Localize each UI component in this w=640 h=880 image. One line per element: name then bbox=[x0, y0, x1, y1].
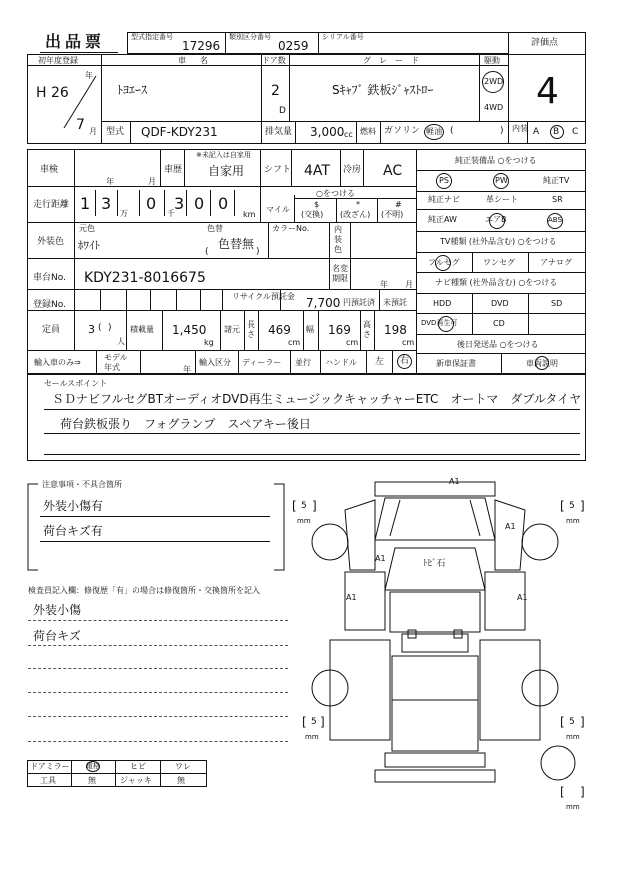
car-name-label: 車名 bbox=[178, 56, 222, 65]
load-label: 積載量 bbox=[130, 325, 154, 334]
class-no-label: 類別区分番号 bbox=[229, 33, 271, 41]
mileage-km: km bbox=[243, 210, 256, 219]
height-cm: cm bbox=[402, 338, 415, 347]
cab-rear bbox=[402, 634, 468, 652]
color-label: 外装色 bbox=[37, 237, 65, 247]
shift-label: シフト bbox=[264, 165, 292, 175]
length-cm: cm bbox=[288, 338, 301, 347]
type-no-label: 型式指定番号 bbox=[131, 33, 173, 41]
type-no-value: 17296 bbox=[182, 39, 221, 53]
reg-no-label: 登録No. bbox=[33, 300, 66, 310]
notes-line-2: 荷台キズ有 bbox=[43, 524, 103, 538]
windshield bbox=[385, 548, 485, 590]
front-left-fender bbox=[345, 500, 375, 570]
bed-floor bbox=[392, 656, 478, 751]
later-items-title: 後日発送品 ○をつける bbox=[457, 340, 539, 349]
mileage-digit-3: 0 bbox=[146, 194, 157, 213]
tire-spare bbox=[541, 746, 575, 780]
history-label: 車歴 bbox=[164, 165, 183, 175]
tire-rl-mm: mm bbox=[305, 733, 319, 741]
recycle-value: 7,700 bbox=[306, 296, 341, 310]
import-label: 輸入車のみ⇒ bbox=[34, 358, 81, 367]
equip-abs: ABS bbox=[548, 216, 562, 224]
mirror-label: ドアミラー bbox=[30, 762, 70, 771]
rear-bumper bbox=[375, 770, 495, 782]
load-value: 1,450 bbox=[172, 323, 207, 337]
mirror-value: 電格 bbox=[86, 762, 100, 770]
first-reg-label: 初年度登録 bbox=[38, 56, 78, 65]
height-label: 高さ bbox=[363, 320, 371, 339]
crack-label: ワレ bbox=[175, 762, 191, 771]
name-change-month-unit: 月 bbox=[405, 280, 413, 289]
tire-fl-mm: mm bbox=[297, 517, 311, 525]
chassis-label: 車台No. bbox=[33, 273, 66, 283]
import-parallel: 並行 bbox=[295, 358, 311, 367]
unknown-mark: # bbox=[395, 200, 402, 209]
damage-right-side: A1 bbox=[517, 593, 528, 602]
exchange-label: (交換) bbox=[301, 210, 324, 219]
equip-genuine-navi: 純正ナビ bbox=[428, 195, 460, 204]
vehicle-damage-diagram bbox=[290, 470, 590, 815]
history-value: 自家用 bbox=[208, 164, 245, 178]
fuel-gasoline: ガソリン bbox=[384, 126, 421, 136]
capacity-unit: 人 bbox=[117, 337, 125, 346]
tire-fl-depth: 5 bbox=[301, 501, 307, 511]
year-unit: 年 bbox=[85, 71, 93, 80]
model-year-unit: 年 bbox=[183, 365, 191, 374]
length-value: 469 bbox=[268, 323, 291, 337]
month-unit: 月 bbox=[89, 127, 97, 136]
tire-rr-bracket: [ bbox=[560, 715, 565, 729]
equip-airbag: エアB bbox=[485, 215, 507, 224]
mileage-man: 万 bbox=[120, 209, 128, 218]
equip-genuine-tv: 純正TV bbox=[543, 176, 570, 185]
inspection-month-unit: 月 bbox=[148, 177, 156, 186]
tools-label: 工具 bbox=[40, 776, 56, 785]
chassis-value: KDY231-8016675 bbox=[84, 270, 206, 286]
roof bbox=[390, 592, 480, 632]
tire-fl-bracket-close: ] bbox=[312, 499, 317, 513]
damage-front-bumper: A1 bbox=[449, 477, 460, 486]
mileage-digit-6: 0 bbox=[218, 194, 229, 213]
damage-windshield: ﾄﾋﾞ石 bbox=[423, 559, 446, 569]
color-paren-close: ) bbox=[256, 247, 260, 257]
capacity-paren-close: ) bbox=[108, 323, 112, 333]
width-label: 幅 bbox=[306, 325, 314, 334]
sales-point-label: セールスポイント bbox=[44, 379, 108, 388]
handle-right: 右 bbox=[400, 356, 410, 366]
name-change-year-unit: 年 bbox=[380, 280, 388, 289]
front-bumper bbox=[375, 482, 495, 496]
interior-color-label: 内装色 bbox=[334, 225, 342, 254]
tire-fr-bracket-close: ] bbox=[580, 499, 585, 513]
tire-rl-depth: 5 bbox=[311, 717, 317, 727]
cooler-value: AC bbox=[383, 163, 403, 179]
equip-sr: SR bbox=[552, 195, 563, 204]
door-suffix: D bbox=[279, 106, 286, 116]
mileage-digit-4: 3 bbox=[174, 194, 185, 213]
handle-left: 左 bbox=[375, 357, 385, 367]
interior-c: C bbox=[572, 127, 579, 137]
tire-front-left bbox=[312, 524, 348, 560]
tire-spare-bracket-close: ] bbox=[580, 785, 585, 799]
later-manual: 車両説明 bbox=[526, 359, 558, 368]
model-value: QDF-KDY231 bbox=[141, 125, 218, 139]
fuel-diesel: 軽油 bbox=[426, 127, 442, 136]
tire-fl-bracket: [ bbox=[292, 499, 297, 513]
model-year-label: モデル年式 bbox=[104, 353, 128, 372]
color-change-value: 色替無 bbox=[218, 237, 255, 251]
serial-label: シリアル番号 bbox=[322, 33, 364, 41]
drive-label: 駆動 bbox=[484, 56, 500, 65]
sales-point-line-2: 荷台鉄板張り フォグランプ スペアキー後日 bbox=[60, 417, 311, 431]
notes-line-1: 外装小傷有 bbox=[43, 499, 104, 513]
tire-front-right bbox=[522, 524, 558, 560]
orig-color-value: ﾎﾜｲﾄ bbox=[78, 239, 100, 252]
equip-genuine-aw: 純正AW bbox=[428, 215, 457, 224]
name-change-label: 名変期限 bbox=[332, 264, 348, 283]
navi-dvd-play: DVD再生可 bbox=[421, 319, 458, 327]
class-no-value: 0259 bbox=[278, 39, 309, 53]
fuel-other-open: ( bbox=[450, 126, 454, 136]
interior-a: A bbox=[533, 127, 540, 137]
capacity-label: 定員 bbox=[42, 325, 61, 335]
fuel-other-close: ) bbox=[500, 126, 504, 136]
front-right-fender bbox=[495, 500, 525, 570]
not-deposited: 未預託 bbox=[383, 298, 407, 307]
tire-spare-mm: mm bbox=[566, 803, 580, 811]
tv-oneseg: ワンセグ bbox=[483, 258, 515, 267]
grade-label: グレード bbox=[363, 56, 427, 65]
color-change-label: 色替 bbox=[207, 224, 223, 233]
modified-mark: * bbox=[356, 200, 360, 209]
notes-title: 注意事項・不具合箇所 bbox=[42, 480, 122, 489]
tv-type-title: TV種類 (社外品含む) ○をつける bbox=[440, 237, 557, 246]
shift-value: 4AT bbox=[304, 163, 330, 179]
mileage-mark-note: ○をつける bbox=[316, 189, 355, 198]
capacity-value: 3 bbox=[88, 323, 95, 336]
first-reg-year: H 26 bbox=[36, 85, 69, 101]
tire-fr-bracket: [ bbox=[560, 499, 565, 513]
left-bed-side bbox=[330, 640, 390, 740]
mileage-digit-2: 3 bbox=[101, 194, 112, 213]
recycle-status: 円預託済 bbox=[343, 298, 375, 307]
damage-right-front: A1 bbox=[505, 522, 516, 531]
load-kg: kg bbox=[204, 338, 214, 347]
tools-value: 無 bbox=[88, 776, 96, 785]
handle-label: ハンドル bbox=[325, 358, 357, 367]
import-dealer: ディーラー bbox=[242, 358, 282, 367]
inspector-title: 検査員記入欄：修復歴「有」の場合は修復箇所・交換箇所を記入 bbox=[28, 586, 260, 595]
history-note: ※未記入は自家用 bbox=[196, 151, 251, 159]
tire-rr-bracket-close: ] bbox=[580, 715, 585, 729]
grade-value: Sｷｬﾌﾞ 鉄板ｼﾞｬｽﾄﾛｰ bbox=[332, 83, 434, 97]
exchange-mark: $ bbox=[314, 200, 320, 209]
orig-color-label: 元色 bbox=[79, 224, 95, 233]
width-cm: cm bbox=[346, 338, 359, 347]
tv-analog: アナログ bbox=[540, 258, 572, 267]
modified-label: (改ざん) bbox=[340, 210, 371, 219]
equip-pw: PW bbox=[495, 176, 508, 185]
import-type-label: 輸入区分 bbox=[199, 358, 231, 367]
color-no-label: カラーNo. bbox=[272, 224, 310, 233]
genuine-equipment-title: 純正装備品 ○をつける bbox=[455, 156, 537, 165]
navi-type-title: ナビ種類 (社外品含む) ○をつける bbox=[435, 278, 558, 287]
tire-spare-bracket: [ bbox=[560, 785, 565, 799]
displacement-value: 3,000 bbox=[310, 125, 345, 139]
model-label: 型式 bbox=[106, 127, 125, 137]
inspection-label: 車検 bbox=[40, 165, 59, 175]
mileage-label: 走行距離 bbox=[33, 200, 70, 210]
tire-rr-mm: mm bbox=[566, 733, 580, 741]
mileage-digit-5: 0 bbox=[194, 194, 205, 213]
later-warranty: 新車保証書 bbox=[436, 359, 476, 368]
page-title: 出品票 bbox=[45, 32, 106, 51]
inspector-line-2: 荷台キズ bbox=[33, 629, 81, 643]
navi-dvd: DVD bbox=[491, 299, 509, 308]
mileage-sen: 千 bbox=[167, 209, 175, 218]
score-value: 4 bbox=[536, 71, 559, 112]
body-spec-label: 諸元 bbox=[224, 325, 240, 334]
jack-label: ジャッキ bbox=[120, 776, 152, 785]
tire-rl-bracket: [ bbox=[302, 715, 307, 729]
first-reg-month: 7 bbox=[76, 117, 85, 133]
color-paren-open: ( bbox=[205, 247, 209, 257]
tv-fullseg: フルセグ bbox=[428, 258, 460, 267]
damage-left-side: A1 bbox=[346, 593, 357, 602]
scratch-label: ヒビ bbox=[130, 762, 146, 771]
width-value: 169 bbox=[328, 323, 351, 337]
cooler-label: 冷房 bbox=[343, 165, 362, 175]
mileage-digit-1: 1 bbox=[80, 194, 91, 213]
doors-label: ドア数 bbox=[262, 56, 286, 65]
displacement-label: 排気量 bbox=[265, 127, 293, 137]
tire-rr-depth: 5 bbox=[569, 717, 575, 727]
score-label: 評価点 bbox=[531, 38, 559, 48]
mile-label: マイル bbox=[266, 205, 290, 214]
height-value: 198 bbox=[384, 323, 407, 337]
tire-fr-mm: mm bbox=[566, 517, 580, 525]
tire-fr-depth: 5 bbox=[569, 501, 575, 511]
tire-rl-bracket-close: ] bbox=[320, 715, 325, 729]
capacity-paren-open: ( bbox=[98, 323, 102, 333]
navi-hdd: HDD bbox=[433, 299, 452, 308]
tailgate bbox=[385, 753, 485, 767]
equip-ps: PS bbox=[439, 176, 449, 185]
right-bed-side bbox=[480, 640, 540, 740]
damage-left-front: A1 bbox=[375, 554, 386, 563]
cc-unit: cc bbox=[344, 130, 353, 139]
hood bbox=[375, 498, 495, 540]
fuel-label: 燃料 bbox=[360, 127, 376, 136]
jack-value: 無 bbox=[177, 776, 185, 785]
interior-b: B bbox=[553, 127, 560, 137]
sales-point-line-1: ＳＤナビフルセグBTオーディオDVD再生ミュージックキャッチャーETC オートマ ダブルタイヤ bbox=[52, 392, 582, 406]
unknown-label: (不明) bbox=[381, 210, 404, 219]
inspector-line-1: 外装小傷 bbox=[33, 603, 82, 617]
recycle-label: リサイクル預託金 bbox=[232, 292, 295, 301]
drive-2wd: 2WD bbox=[484, 77, 504, 86]
drive-4wd: 4WD bbox=[484, 103, 504, 112]
interior-label: 内装 bbox=[512, 124, 528, 133]
inspection-year-unit: 年 bbox=[106, 177, 114, 186]
length-label: 長さ bbox=[247, 320, 255, 339]
car-name-value: ﾄﾖｴｰｽ bbox=[117, 83, 148, 97]
doors-value: 2 bbox=[271, 83, 280, 99]
equip-leather: 革シート bbox=[486, 195, 518, 204]
navi-sd: SD bbox=[551, 299, 563, 308]
navi-cd: CD bbox=[493, 319, 505, 328]
